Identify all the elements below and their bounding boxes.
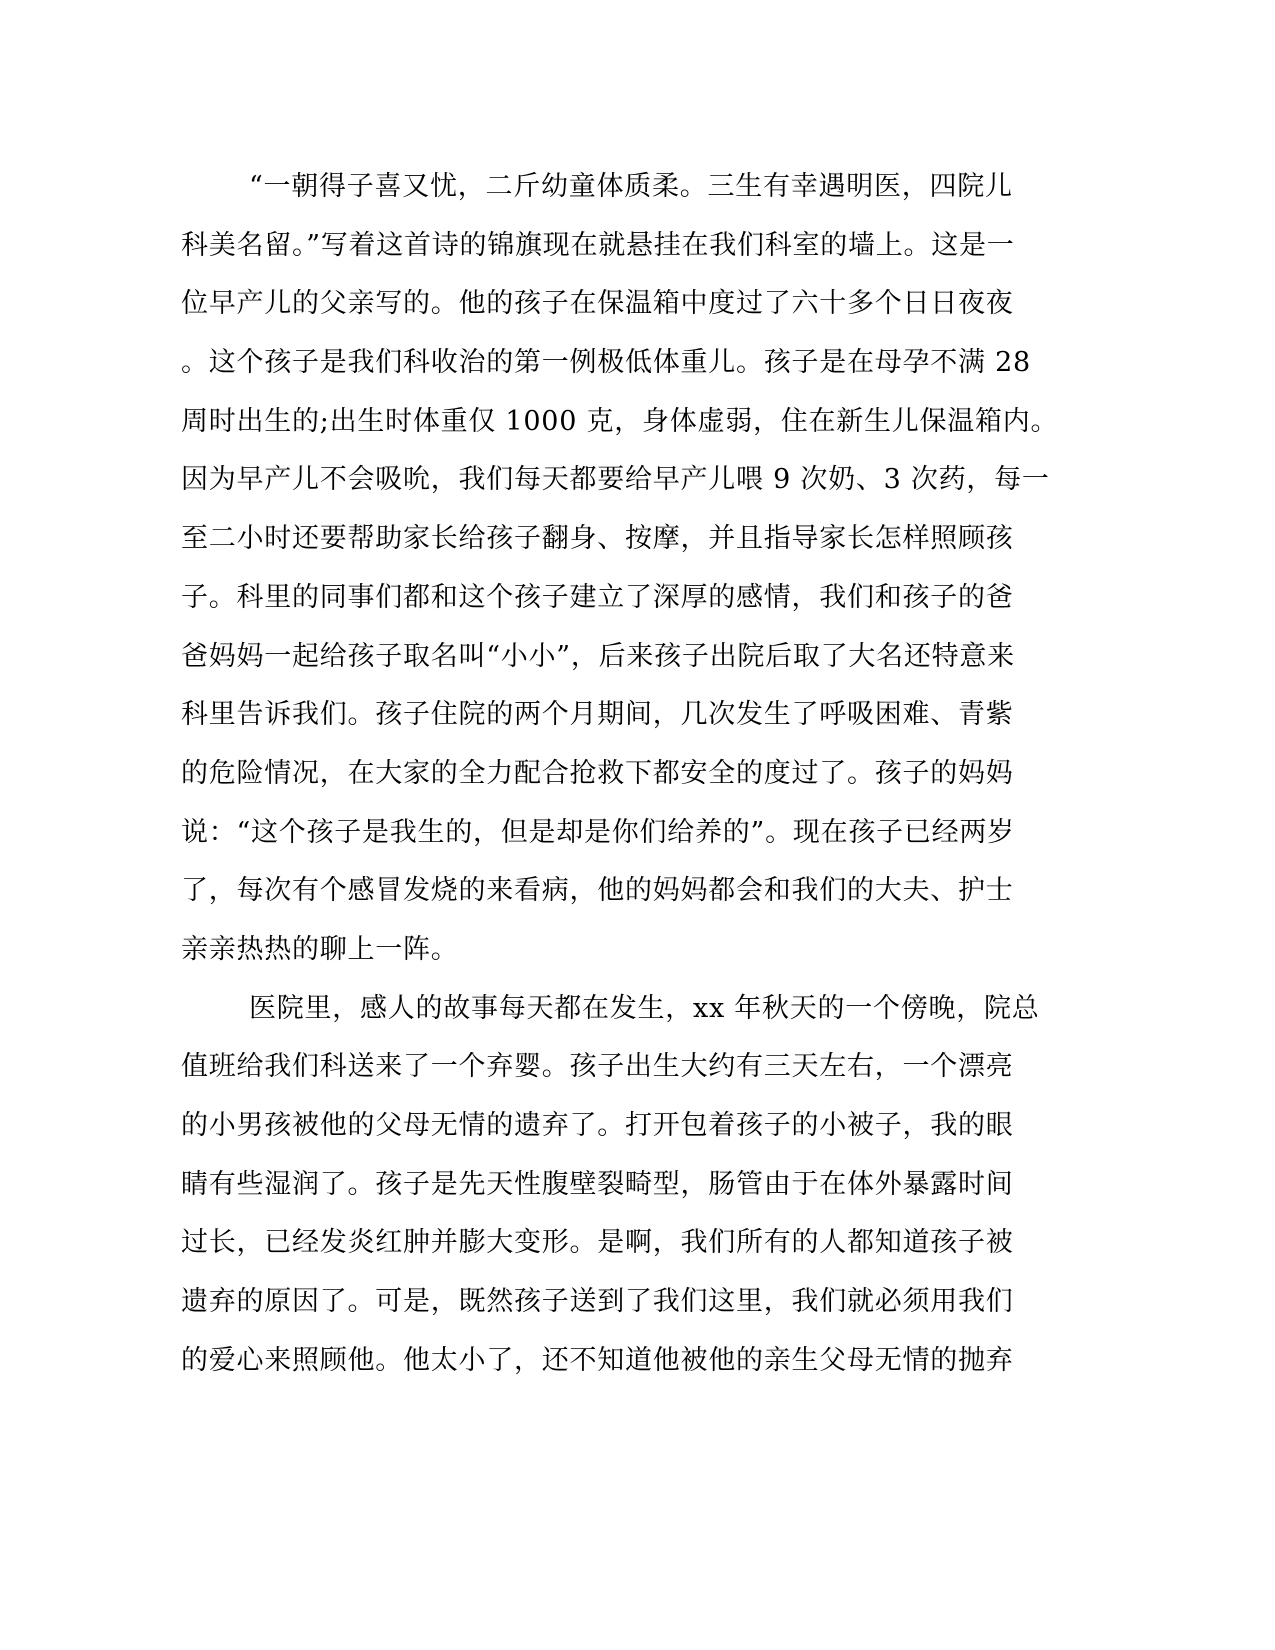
text-line: 的爱心来照顾他。他太小了，还不知道他被他的亲生父母无情的抛弃	[181, 1344, 1014, 1376]
text-line: 过长，已经发炎红肿并膨大变形。是啊，我们所有的人都知道孩子被	[181, 1227, 1014, 1259]
text-line: 周时出生的;出生时体重仅 1000 克，身体虚弱，住在新生儿保温箱内。	[181, 405, 1059, 437]
text-line: 了，每次有个感冒发烧的来看病，他的妈妈都会和我们的大夫、护士	[181, 875, 1014, 907]
text-line: 医院里，感人的故事每天都在发生，xx 年秋天的一个傍晚，院总	[249, 992, 1040, 1024]
text-line: 科美名留。”写着这首诗的锦旗现在就悬挂在我们科室的墙上。这是一	[181, 229, 1015, 261]
text-line: 至二小时还要帮助家长给孩子翻身、按摩，并且指导家长怎样照顾孩	[181, 523, 1014, 555]
text-line: 睛有些湿润了。孩子是先天性腹壁裂畸型，肠管由于在体外暴露时间	[181, 1168, 1014, 1200]
text-line: 的小男孩被他的父母无情的遗弃了。打开包着孩子的小被子，我的眼	[181, 1110, 1014, 1141]
text-line: 亲亲热热的聊上一阵。	[181, 933, 459, 965]
text-line: 爸妈妈一起给孩子取名叫“小小”，后来孩子出院后取了大名还特意来	[181, 640, 1015, 672]
text-line: 因为早产儿不会吸吮，我们每天都要给早产儿喂 9 次奶、3 次药，每一	[181, 464, 1050, 496]
text-line: 子。科里的同事们都和这个孩子建立了深厚的感情，我们和孩子的爸	[181, 581, 1014, 613]
text-line: 位早产儿的父亲写的。他的孩子在保温箱中度过了六十多个日日夜夜	[181, 288, 1014, 320]
body-text	[181, 158, 1059, 1390]
text-line: 。这个孩子是我们科收治的第一例极低体重儿。孩子是在母孕不满 28	[181, 347, 1031, 379]
text-line: 说：“这个孩子是我生的，但是却是你们给养的”。现在孩子已经两岁	[181, 816, 1015, 848]
text-line: 的危险情况，在大家的全力配合抢救下都安全的度过了。孩子的妈妈	[181, 757, 1014, 789]
text-line: 科里告诉我们。孩子住院的两个月期间，几次发生了呼吸困难、青紫	[181, 699, 1014, 731]
text-line: 值班给我们科送来了一个弃婴。孩子出生大约有三天左右，一个漂亮	[181, 1051, 1014, 1083]
text-line: 遗弃的原因了。可是，既然孩子送到了我们这里，我们就必须用我们	[181, 1286, 1014, 1318]
text-line: “一朝得子喜又忧，二斤幼童体质柔。三生有幸遇明医，四院儿	[249, 171, 1013, 202]
